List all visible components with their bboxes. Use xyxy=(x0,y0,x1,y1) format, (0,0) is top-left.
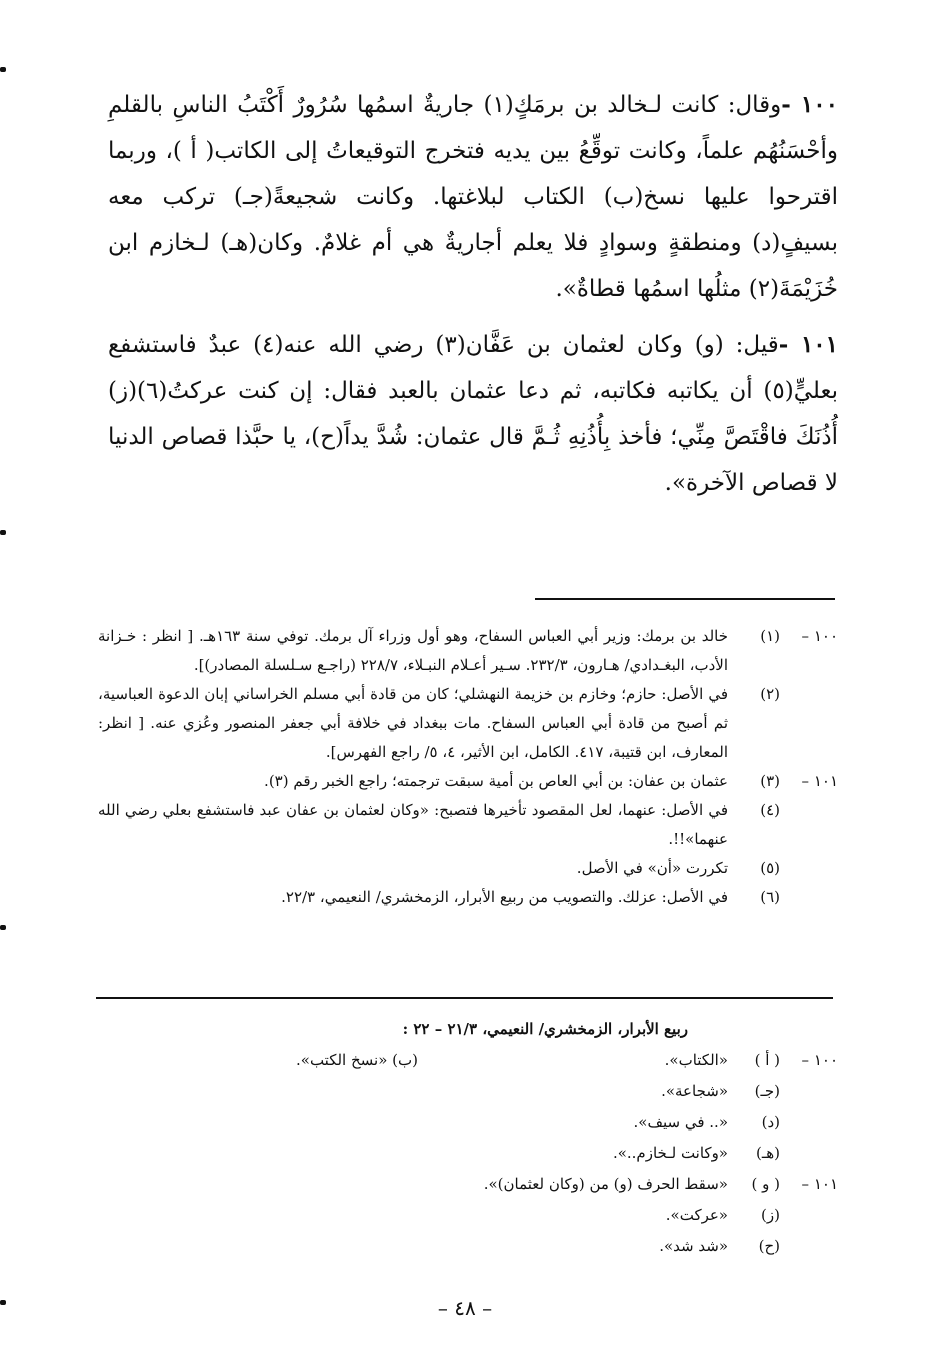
paragraph-text: وقال: كانت لـخالد بن برمَكٍ(١) جاريةٌ اسمُها سُرُورٌ أَكْتَبُ الناسِ بالقلمِ وأحْسَنُهُم علماً، وكانت توقِّعُ بين يديه فتخرج التوقيعاتُ إلى الكاتب( أ )، وربما اقترحوا عليها نسخ(ب) الكتاب لبلاغتها. وكانت شجيعةً(جـ) تركب معه بسيفٍ(د) ومنطقةٍ وسوادٍ فلا يعلم أجاريةٌ هي أم غلامٌ. وكان(هـ) لـخازم ابن خُزَيْمَةَ(٢) مثلُها اسمُها قطاةٌ». xyxy=(108,92,838,302)
variant-readings xyxy=(98,1014,838,1262)
footnote-text: خالد بن برمك: وزير أبي العباس السفاح، وهو أول وزراء آل برمك. توفي سنة ١٦٣هـ. [ انظر : خـزانة الأدب، البغـدادي/ هـارون، ٢٣٢/٣. سـير أعـلام النبـلاء، ٢٢٨/٧ (راجـع سـلسلة المصادر)]. xyxy=(98,627,728,674)
footnote-text: تكررت «أن» في الأصل. xyxy=(576,859,728,877)
variant-text: «.. في سيف». xyxy=(633,1113,728,1131)
margin-mark xyxy=(0,530,6,535)
paragraph-text: قيل: (و) وكان لعثمان بن عَفَّان(٣) رضي الله عنه(٤) عبدٌ فاستشفع بعليٍّ(٥) أن يكاتبه فكاتبه، ثم دعا عثمان بالعبد فقال: إن كنت عركتُ(٦)(ز) أُذُنَكَ فاقْتَصَّ مِنِّي؛ فأخذ بِأُذُنِهِ ثُـمَّ قال عثمان: شُدَّ يداً(ح)، يا حبَّذا قصاص الدنيا لا قصاص الآخرة». xyxy=(108,332,838,496)
footnote-group: ١٠١ – xyxy=(801,772,838,790)
footnote xyxy=(98,796,838,854)
footnote-separator xyxy=(535,598,835,600)
footnote-index: (٣) xyxy=(760,772,780,790)
variants-separator xyxy=(96,997,833,999)
footnote-index: (٦) xyxy=(760,888,780,906)
footnote-index: (٢) xyxy=(760,685,780,703)
variant-index: ( أ ) xyxy=(754,1051,780,1069)
paragraph-number: ١٠٠ - xyxy=(781,91,838,118)
footnote xyxy=(98,883,838,912)
variant-index: (ز) xyxy=(761,1206,780,1224)
main-text xyxy=(108,82,838,506)
variant-text: «عركت». xyxy=(665,1206,728,1224)
footnotes xyxy=(98,622,838,912)
variant xyxy=(98,1231,838,1262)
variant xyxy=(98,1138,838,1169)
footnote xyxy=(98,680,838,767)
variant-index: (جـ) xyxy=(754,1082,780,1100)
footnote-index: (٥) xyxy=(760,859,780,877)
variant-text: «الكتاب». xyxy=(664,1051,728,1069)
paragraph-number: ١٠١ - xyxy=(778,331,838,358)
footnote xyxy=(98,767,838,796)
variant-index: (ح) xyxy=(758,1237,780,1255)
footnote-text: في الأصل: عنهما، لعل المقصود تأخيرها فتصبح: «وكان لعثمان بن عفان عبد فاستشفع بعلي رضي الله عنهما»!!. xyxy=(98,801,728,848)
footnote xyxy=(98,854,838,883)
variant-text: «شجاعة». xyxy=(661,1082,728,1100)
variant-index: (د) xyxy=(761,1113,780,1131)
variant-text: «سقط الحرف (و) من (وكان لعثمان)». xyxy=(483,1175,728,1193)
margin-mark xyxy=(0,67,6,72)
variant xyxy=(98,1200,838,1231)
variant-group: ١٠٠ – xyxy=(801,1051,838,1069)
variant-index: ( و ) xyxy=(751,1175,780,1193)
footnote xyxy=(98,622,838,680)
footnote-text: في الأصل: حازم؛ وخازم بن خزيمة النهشلي؛ كان من قادة أبي مسلم الخراساني إبان الدعوة العباسية، ثم أصبح من قادة أبي العباس السفاح. مات ببغداد في خلافة أبي جعفر المنصور وعُزي عنه. [ انظر: المعارف، ابن قتيبة، ٤١٧. الكامل، ابن الأثير، ٤، ٥/ راجع الفهرس]. xyxy=(98,685,728,761)
variant-group: ١٠١ – xyxy=(801,1175,838,1193)
footnote-text: في الأصل: عزلك. والتصويب من ربيع الأبرار، الزمخشري/ النعيمي، ٢٢/٣. xyxy=(281,888,728,906)
variant xyxy=(98,1045,838,1076)
variant-text: «شد شد». xyxy=(659,1237,728,1255)
paragraph-100 xyxy=(108,82,838,312)
page-number: – ٤٨ – xyxy=(437,1296,493,1320)
footnote-index: (١) xyxy=(760,627,780,645)
paragraph-101 xyxy=(108,322,838,506)
margin-mark xyxy=(0,925,6,930)
variant xyxy=(98,1076,838,1107)
variant-index: (هـ) xyxy=(755,1144,780,1162)
variant xyxy=(98,1169,838,1200)
footnote-index: (٤) xyxy=(760,801,780,819)
footnote-text: عثمان بن عفان: بن أبي العاص بن أمية سبقت ترجمته؛ راجع الخبر رقم (٣). xyxy=(264,772,728,790)
variant-text-secondary: (ب) «نسخ الكتب». xyxy=(296,1051,418,1069)
variants-heading: ربيع الأبرار، الزمخشري/ النعيمي، ٢١/٣ – ٢٢ : xyxy=(402,1020,688,1038)
footnote-group: ١٠٠ – xyxy=(801,627,838,645)
variant xyxy=(98,1107,838,1138)
variant-text: «وكانت لـخازم..». xyxy=(612,1144,728,1162)
